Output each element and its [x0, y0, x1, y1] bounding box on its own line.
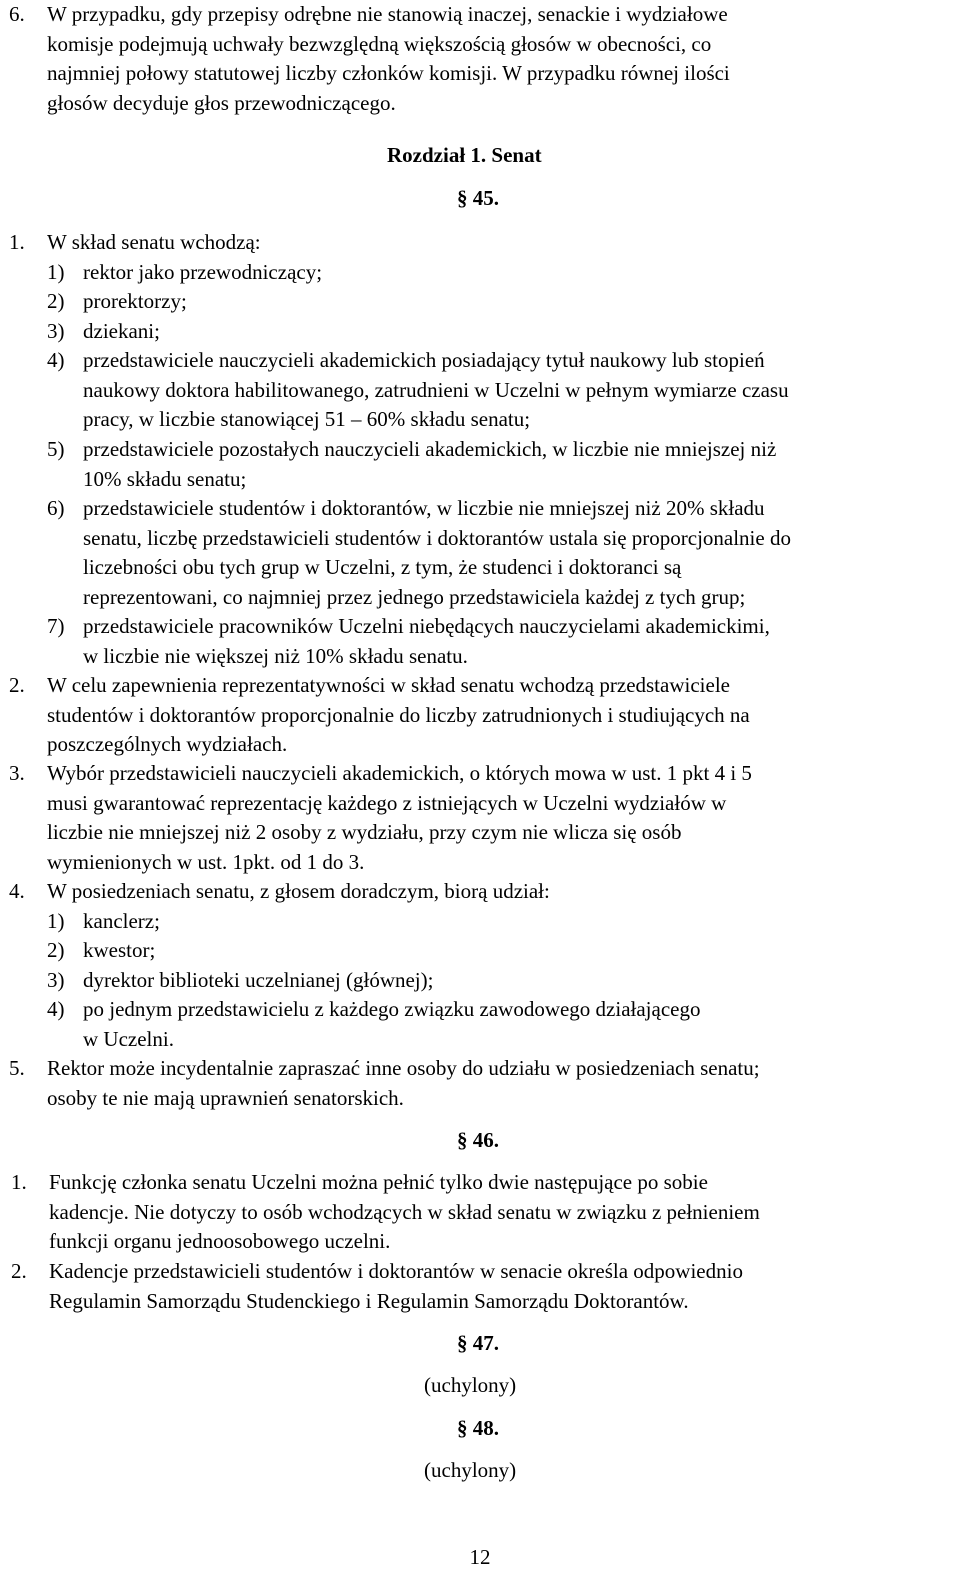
item-text — [49, 1257, 951, 1316]
text-line: komisje podejmują uchwały bezwzględną większością głosów w obecności, co — [47, 31, 712, 56]
subitem-number: 1) — [47, 909, 65, 933]
text-line: poszczególnych wydziałach. — [47, 732, 288, 756]
subitem-number: 5) — [47, 437, 65, 461]
text-line: przedstawiciele pracowników Uczelni niebędących nauczycielami akademickimi, — [83, 614, 770, 638]
text-line: najmniej połowy statutowej liczby członków komisji. W przypadku równej ilości — [47, 61, 730, 85]
section-46-title: § 46. — [457, 1128, 499, 1152]
text-line: studentów i doktorantów proporcjonalnie do liczby zatrudnionych i studiujących na — [47, 702, 750, 727]
text-line: Rektor może incydentalnie zapraszać inne osoby do udziału w posiedzeniach senatu; — [47, 1056, 760, 1080]
item-text: W posiedzeniach senatu, z głosem doradczym, biorą udział: — [47, 879, 550, 903]
subitem-text — [83, 612, 951, 671]
text-line: W celu zapewnienia reprezentatywności w skład senatu wchodzą przedstawiciele — [47, 673, 730, 697]
subitem-text: dziekani; — [83, 319, 160, 343]
item-text — [47, 1054, 951, 1113]
subitem-text: rektor jako przewodniczący; — [83, 260, 323, 284]
subitem-text — [83, 346, 951, 435]
text-line: wymienionych w ust. 1pkt. od 1 do 3. — [47, 849, 365, 874]
text-line: w Uczelni. — [83, 1026, 174, 1051]
subitem-number: 2) — [47, 938, 65, 962]
item-text — [47, 671, 951, 760]
text-line: senatu, liczbę przedstawicieli studentów i doktorantów ustala się proporcjonalnie do — [83, 525, 791, 550]
section-48-title: § 48. — [457, 1416, 499, 1440]
text-line: przedstawiciele nauczycieli akademickich posiadający tytuł naukowy lub stopień — [83, 348, 765, 372]
text-line: reprezentowani, co najmniej przez jednego przedstawiciela każdej z tych grup; — [83, 584, 746, 609]
item-number: 5. — [9, 1056, 25, 1080]
text-line: w liczbie nie większej niż 10% składu senatu. — [83, 643, 468, 668]
text-line: Funkcję członka senatu Uczelni można pełnić tylko dwie następujące po sobie — [49, 1170, 708, 1194]
page-number: 12 — [469, 1545, 491, 1569]
text-line: Wybór przedstawicieli nauczycieli akademickich, o których mowa w ust. 1 pkt 4 i 5 — [47, 761, 752, 785]
subitem-number: 1) — [47, 260, 65, 284]
subitem-number: 6) — [47, 496, 65, 520]
item-number: 4. — [9, 879, 25, 903]
text-line: osoby te nie mają uprawnień senatorskich. — [47, 1085, 404, 1110]
text-line: 10% składu senatu; — [83, 466, 247, 491]
subitem-text: dyrektor biblioteki uczelnianej (głównej); — [83, 968, 434, 992]
text-line: funkcji organu jednoosobowego uczelni. — [49, 1229, 391, 1253]
subitem-number: 7) — [47, 614, 65, 638]
text-line: pracy, w liczbie stanowiącej 51 – 60% składu senatu; — [83, 407, 531, 431]
repealed-note: (uchylony) — [424, 1458, 517, 1482]
item-number: 3. — [9, 761, 25, 785]
subitem-number: 3) — [47, 968, 65, 992]
subitem-text: kanclerz; — [83, 909, 160, 933]
text-line: przedstawiciele pozostałych nauczycieli akademickich, w liczbie nie mniejszej niż — [83, 437, 777, 461]
text-line: przedstawiciele studentów i doktorantów, w liczbie nie mniejszej niż 20% składu — [83, 496, 765, 520]
text-line: liczbie nie mniejszej niż 2 osoby z wydziału, przy czym nie wlicza się osób — [47, 820, 682, 844]
subitem-text — [83, 995, 951, 1054]
text-line: W przypadku, gdy przepisy odrębne nie stanowią inaczej, senackie i wydziałowe — [47, 2, 728, 26]
item-number: 2. — [11, 1259, 27, 1283]
section-45-title: § 45. — [457, 186, 499, 210]
subitem-text — [83, 435, 951, 494]
item-number: 2. — [9, 673, 25, 697]
text-line: po jednym przedstawicielu z każdego związku zawodowego działającego — [83, 997, 701, 1021]
section-47-title: § 47. — [457, 1331, 499, 1355]
subitem-text: kwestor; — [83, 938, 156, 962]
document-page: 6. W przypadku, gdy przepisy odrębne nie stanowią inaczej, senackie i wydziałowe komisje podejmują uchwały bezwzględną większością głosów w obecności, co najmniej połowy statutowej liczby członków komisji. W przypadku równej ilości głosów decyduje głos przewodniczącego. Rozdział 1. Senat § 45. 1. W skład senatu wchodzą: 1) rektor jako przewodniczący; 2) prorektorzy; 3) dziekani; 4) przedstawiciele nauczycieli akademickich posiadający tytuł naukowy lub stopień naukowy doktora habilitowanego, zatrudnieni w Uczelni w pełnym wymiarze czasu pracy, w liczbie stanowiącej 51 – 60% składu senatu; 5) przedstawiciele pozostałych nauczycieli akademickich, w liczbie nie mniejszej niż 10% składu senatu; 6) przedstawiciele studentów i doktorantów, w liczbie nie mniejszej niż 20% składu senatu, liczbę przedstawicieli studentów i doktorantów ustala się proporcjonalnie do liczebności obu tych grup w Uczelni, z tym, że studenci i doktoranci są reprezentowani, co najmniej przez jednego przedstawiciela każdej z tych grup; 7) przedstawiciele pracowników Uczelni niebędących nauczycielami akademickimi, w liczbie nie większej niż 10% składu senatu. 2. W celu zapewnienia reprezentatywności w skład senatu wchodzą przedstawiciele studentów i doktorantów proporcjonalnie do liczby zatrudnionych i studiujących na poszczególnych wydziałach. 3. Wybór przedstawicieli nauczycieli akademickich, o których mowa w ust. 1 pkt 4 i 5 musi gwarantować reprezentację każdego z istniejących w Uczelni wydziałów w liczbie nie mniejszej niż 2 osoby z wydziału, przy czym nie wlicza się osób wymienionych w ust. 1pkt. od 1 do 3. 4. W posiedzeniach senatu, z głosem doradczym, biorą udział: 1) kanclerz; 2) kwestor; 3) dyrektor biblioteki uczelnianej (głównej); 4) po jednym przedstawicielu z każdego związku zawodowego działającego w Uczelni. 5. Rektor może incydentalnie zapraszać inne osoby do udziału w posiedzeniach senatu; osoby te nie mają uprawnień senatorskich. § 46. 1. Funkcję członka senatu Uczelni można pełnić tylko dwie następujące po sobie kadencje. Nie dotyczy to osób wchodzących w skład senatu w związku z pełnieniem funkcji organu jednoosobowego uczelni. 2. Kadencje przedstawicieli studentów i doktorantów w senacie określa odpowiednio Regulamin Samorządu Studenckiego i Regulamin Samorządu Doktorantów. § 47. (uchylony) § 48. (uchylony) 12 — [0, 0, 960, 1577]
subitem-number: 4) — [47, 348, 65, 372]
text-line: Kadencje przedstawicieli studentów i doktorantów w senacie określa odpowiednio — [49, 1259, 743, 1283]
item-text — [47, 759, 951, 877]
item-text: W skład senatu wchodzą: — [47, 230, 261, 254]
subitem-number: 2) — [47, 289, 65, 313]
top-paragraph — [47, 0, 951, 118]
item-text — [49, 1168, 951, 1257]
text-line: Regulamin Samorządu Studenckiego i Regulamin Samorządu Doktorantów. — [49, 1288, 689, 1313]
text-line: musi gwarantować reprezentację każdego z istniejących w Uczelni wydziałów w — [47, 790, 727, 815]
subitem-number: 4) — [47, 997, 65, 1021]
text-line: głosów decyduje głos przewodniczącego. — [47, 90, 396, 115]
subitem-number: 3) — [47, 319, 65, 343]
subitem-text: prorektorzy; — [83, 289, 187, 313]
repealed-note: (uchylony) — [424, 1373, 517, 1397]
text-line: kadencje. Nie dotyczy to osób wchodzących w skład senatu w związku z pełnieniem — [49, 1199, 760, 1224]
text-line: liczebności obu tych grup w Uczelni, z tym, że studenci i doktoranci są — [83, 555, 682, 579]
subitem-text — [83, 494, 951, 612]
text-line: naukowy doktora habilitowanego, zatrudnieni w Uczelni w pełnym wymiarze czasu — [83, 377, 789, 402]
item-number: 1. — [11, 1170, 27, 1194]
item-number: 1. — [9, 230, 25, 254]
item-number: 6. — [9, 2, 25, 26]
